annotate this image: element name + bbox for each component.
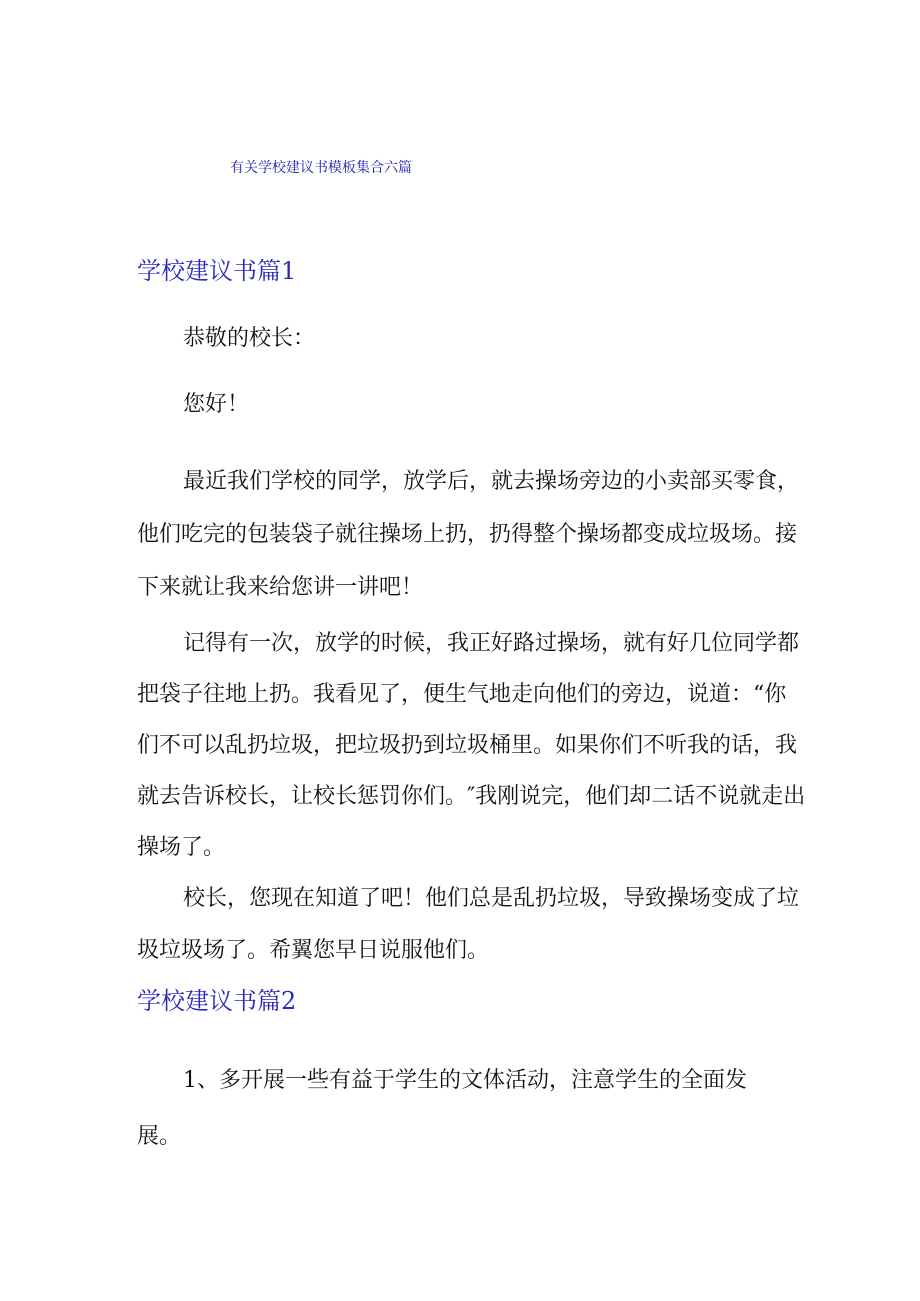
paragraph-line: 们不可以乱扔垃圾，把垃圾扔到垃圾桶里。如果你们不听我的话，我 — [137, 733, 798, 758]
paragraph-line: 下来就让我来给您讲一讲吧！ — [137, 575, 424, 600]
paragraph-line: 操场了。 — [137, 835, 226, 860]
salutation-paragraph — [137, 390, 793, 420]
body-paragraph-2 — [137, 618, 806, 873]
paragraph-line: 最近我们学校的同学，放学后，就去操场旁边的小卖部买零食， — [183, 469, 800, 494]
salutation-text: 您好！ — [183, 392, 250, 417]
section-heading-2: 学校建议书篇2 — [137, 987, 297, 1015]
paragraph-line: 校长，您现在知道了吧！他们总是乱扔垃圾，导致操场变成了垃 — [183, 886, 800, 911]
paragraph-line: 就去告诉校长，让校长惩罚你们。″我刚说完，他们却二话不说就走出 — [137, 784, 806, 809]
greeting-text: 恭敬的校长： — [183, 326, 316, 351]
paragraph-line: 他们吃完的包装袋子就往操场上扔，扔得整个操场都变成垃圾场。接 — [137, 522, 798, 547]
paragraph-line: 圾垃圾场了。希翼您早日说服他们。 — [137, 938, 490, 963]
body-paragraph-1 — [137, 455, 800, 614]
greeting-paragraph — [137, 324, 793, 354]
body-paragraph-3 — [137, 873, 800, 977]
section-heading-1: 学校建议书篇1 — [137, 257, 297, 285]
paragraph-line: 把袋子往地上扔。我看见了，便生气地走向他们的旁边，说道：“你 — [137, 682, 787, 707]
paragraph-line: 展。 — [137, 1124, 182, 1149]
paragraph-line: 1、多开展一些有益于学生的文体活动，注意学生的全面发 — [183, 1068, 747, 1093]
body-paragraph-4 — [137, 1053, 793, 1165]
paragraph-line: 记得有一次，放学的时候，我正好路过操场，就有好几位同学都 — [183, 631, 800, 656]
document-title: 有关学校建议书模板集合六篇 — [230, 160, 412, 176]
